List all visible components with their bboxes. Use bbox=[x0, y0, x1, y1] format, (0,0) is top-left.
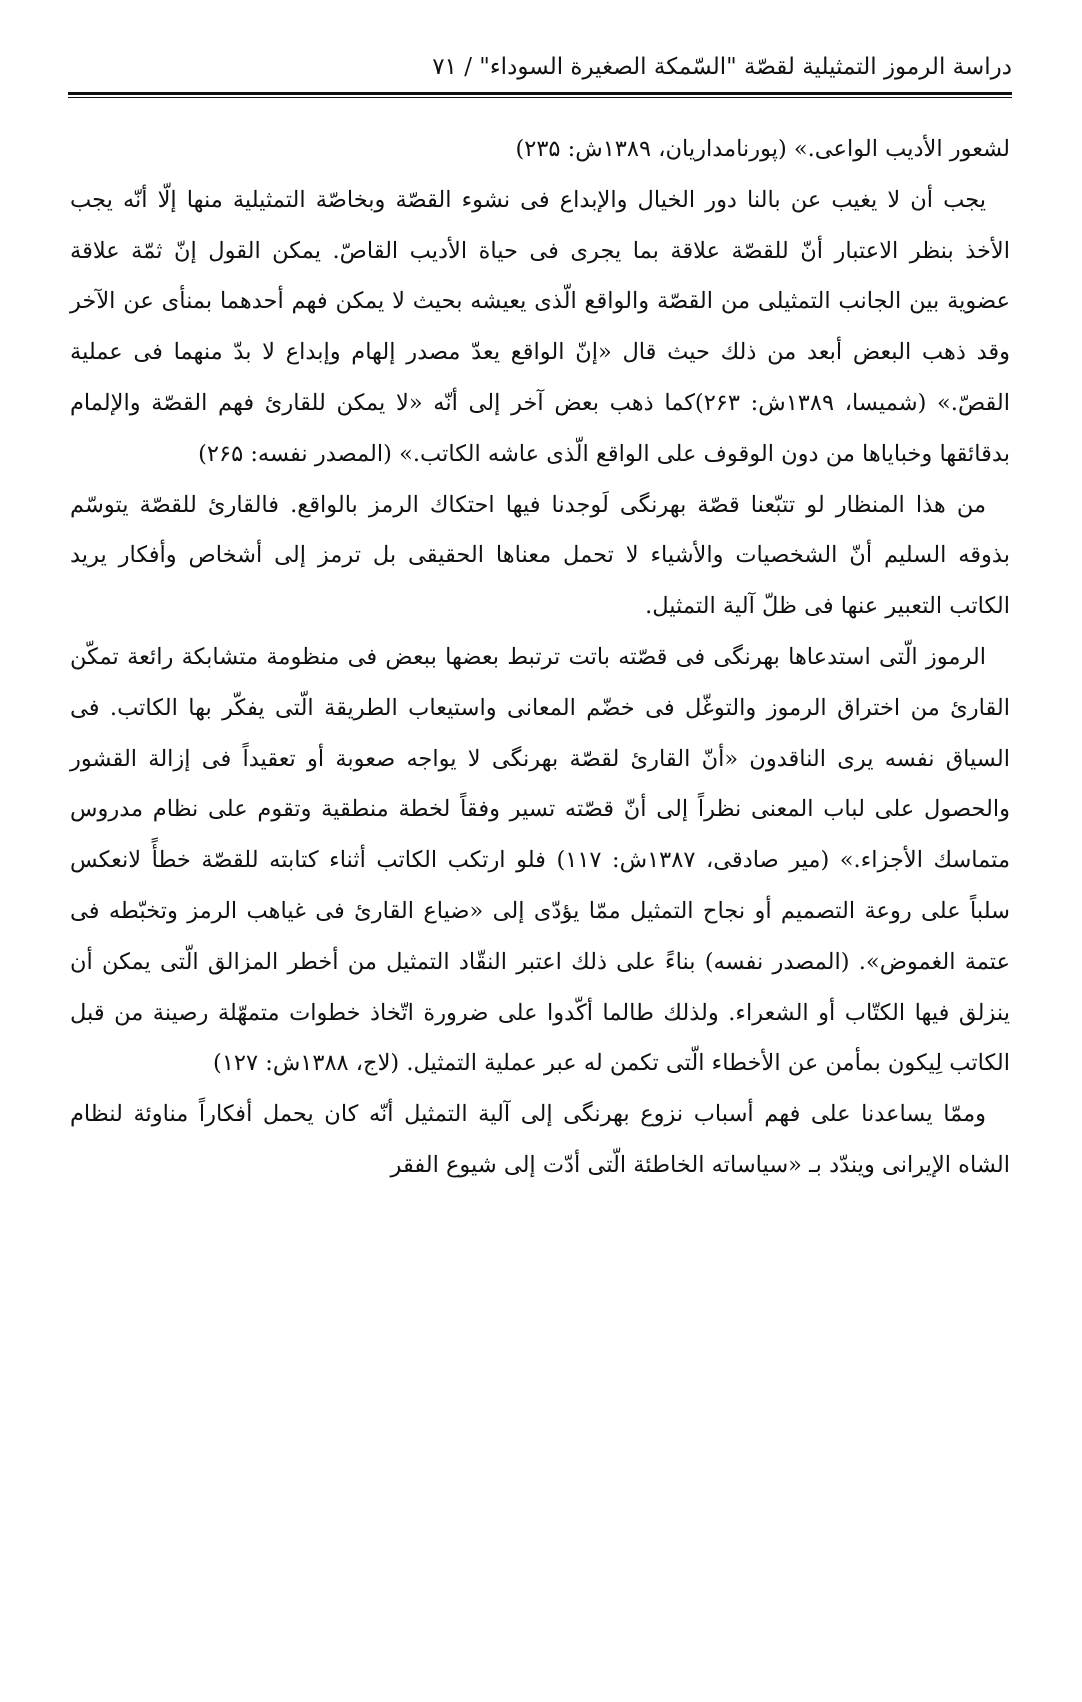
paragraph: من هذا المنظار لو تتبّعنا قصّة بهرنگی لَوجدنا فيها احتكاك الرمز بالواقع. فالقارئ للقصّة يتوسّم بذوقه السليم أنّ الشخصيات والأشياء لا تحمل معناها الحقيقی بل ترمز إلی أشخاص وأفكار يريد الكاتب التعبير عنها فی ظلّ آلية التمثيل. bbox=[70, 491, 1010, 620]
body-text bbox=[70, 124, 1010, 1191]
running-header: دراسة الرموز التمثيلية لقصّة "السّمكة الصغيرة السوداء" / ٧١ bbox=[432, 54, 1012, 80]
paragraph-continuation: لشعور الأديب الواعی.» (پورنامداريان، ۱۳۸۹ش: ۲۳۵) bbox=[515, 136, 1010, 162]
header-rule-thin bbox=[68, 97, 1012, 98]
paragraph: الرموز الّتی استدعاها بهرنگی فی قصّته باتت ترتبط بعضها ببعض فی منظومة متشابكة رائعة تمكّن القارئ من اختراق الرموز والتوغّل فی خضّم المعانی واستيعاب الطريقة الّتی يفكّر بها الكاتب. فی السياق نفسه يری الناقدون «أنّ القارئ لقصّة بهرنگی لا يواجه صعوبة أو تعقيداً فی إزالة القشور والحصول علی لباب المعنی نظراً إلی أنّ قصّته تسير وفقاً لخطة منطقية وتقوم علی نظام مدروس متماسك الأجزاء.» (مير صادقی، ۱۳۸۷ش: ۱۱۷) فلو ارتكب الكاتب أثناء كتابته للقصّة خطأً لانعكس سلباً علی روعة التصميم أو نجاح التمثيل ممّا يؤدّی إلی «ضياع القارئ فی غياهب الرمز وتخبّطه فی عتمة الغموض». (المصدر نفسه) بناءً علی ذلك اعتبر النقّاد التمثيل من أخطر المزالق الّتی يمكن أن ينزلق فيها الكتّاب أو الشعراء. ولذلك طالما أكّدوا علی ضرورة اتّخاذ خطوات متمهّلة رصينة من قبل الكاتب لِيكون بمأمن عن الأخطاء الّتی تكمن له عبر عملية التمثيل. (لاج، ۱۳۸۸ش: ۱۲۷) bbox=[70, 643, 1010, 1077]
paragraph: يجب أن لا يغيب عن بالنا دور الخيال والإبداع فی نشوء القصّة وبخاصّة التمثيلية منها إلّا أنّه يجب الأخذ بنظر الاعتبار أنّ للقصّة علاقة بما يجری فی حياة الأديب القاصّ. يمكن القول إنّ ثمّة علاقة عضوية بين الجانب التمثيلی من القصّة والواقع الّذی يعيشه بحيث لا يمكن فهم أحدهما بمنأی عن الآخر وقد ذهب البعض أبعد من ذلك حيث قال «إنّ الواقع يعدّ مصدر إلهام وإبداع لا بدّ منهما فی عملية القصّ.» (شميسا، ۱۳۸۹ش: ۲۶۳)كما ذهب بعض آخر إلی أنّه «لا يمكن للقارئ فهم القصّة والإلمام بدقائقها وخباياها من دون الوقوف علی الواقع الّذی عاشه الكاتب.» (المصدر نفسه: ۲۶۵) bbox=[70, 186, 1010, 467]
paragraph: وممّا يساعدنا علی فهم أسباب نزوع بهرنگی إلی آلية التمثيل أنّه كان يحمل أفكاراً مناوئة لنظام الشاه الإيرانی ويندّد بـ «سياساته الخاطئة الّتی أدّت إلی شيوع الفقر bbox=[70, 1101, 1010, 1178]
header-rule bbox=[68, 92, 1012, 95]
